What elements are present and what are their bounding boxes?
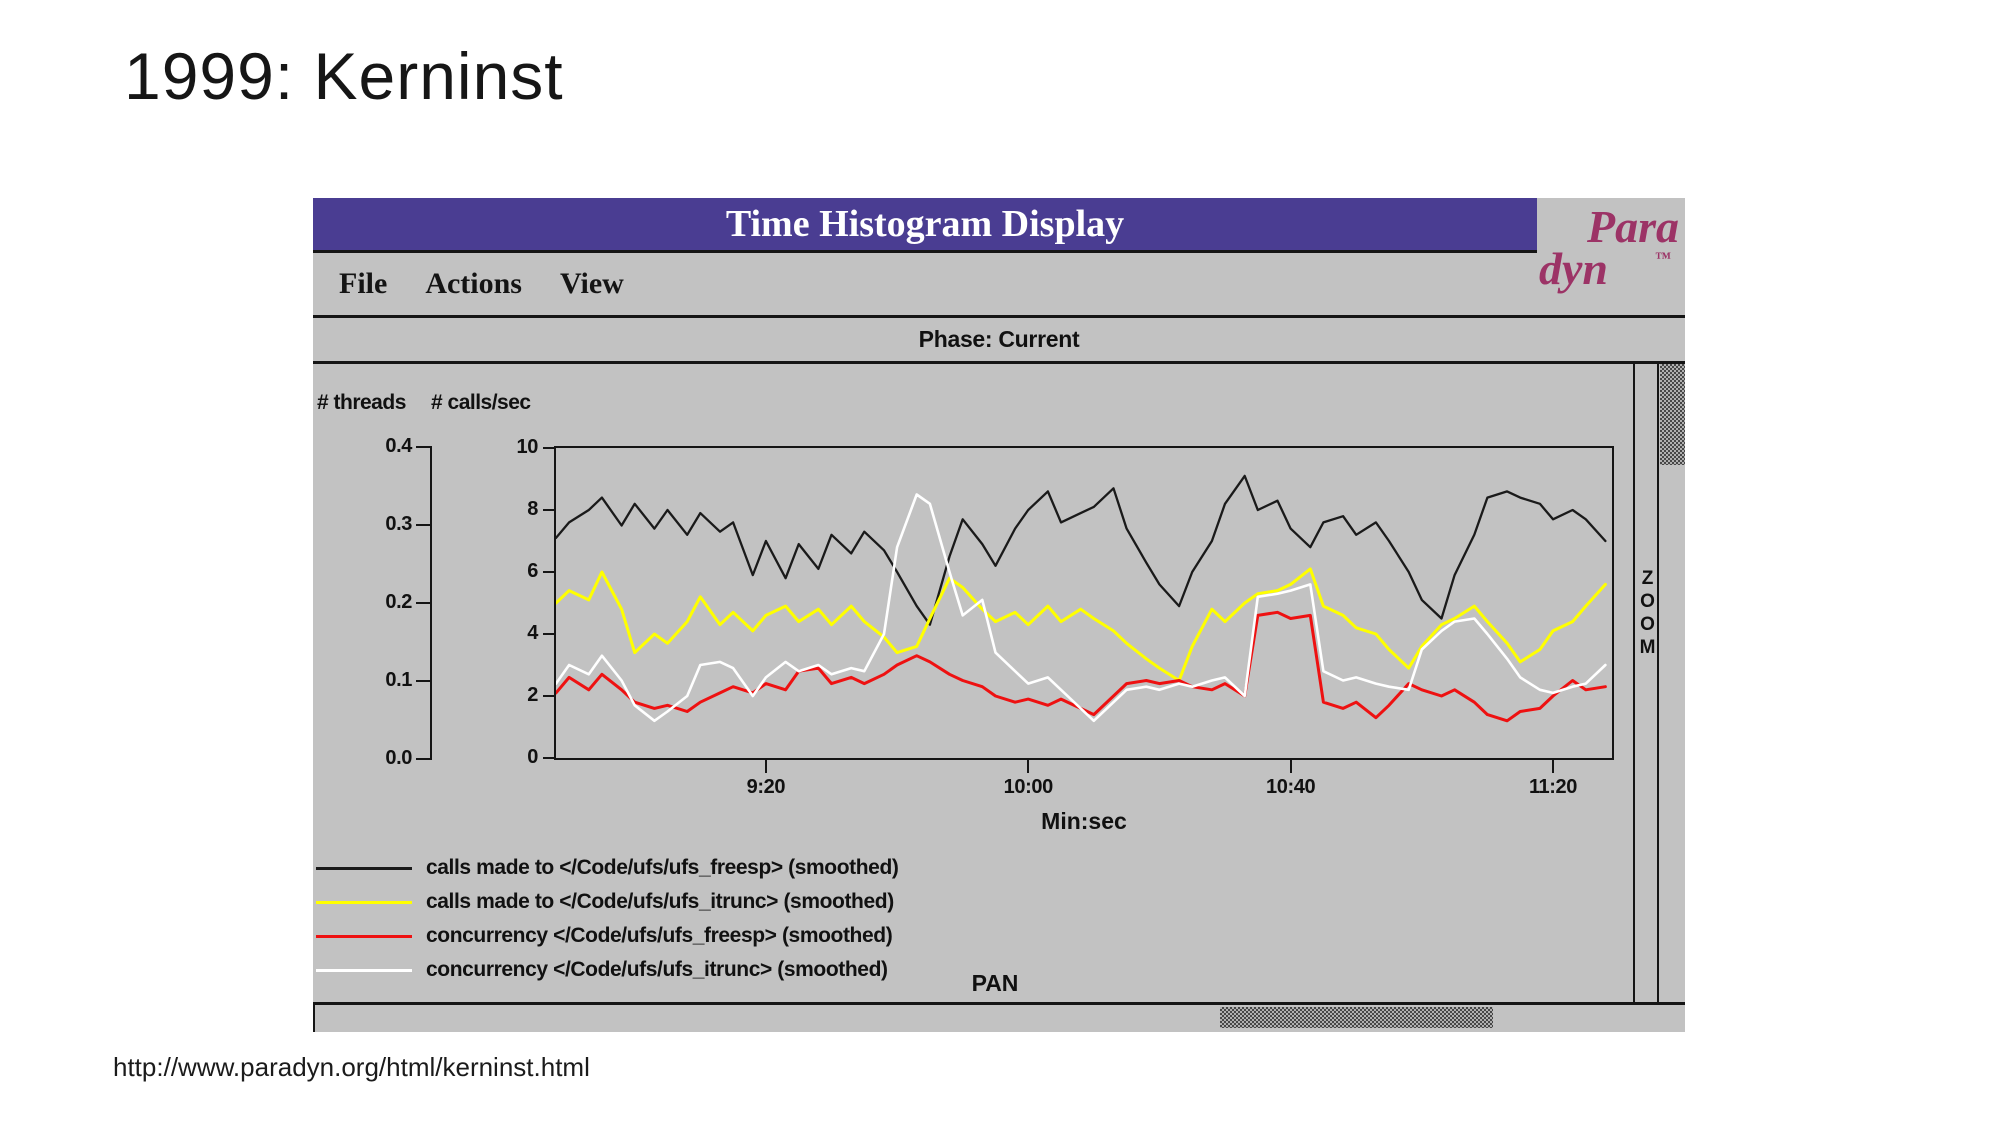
pan-scrollbar-thumb[interactable]: [1220, 1007, 1493, 1028]
legend-row: [316, 922, 892, 950]
legend-swatch-black: [316, 867, 412, 870]
threads-axis-tick: [416, 680, 430, 682]
legend-row: [316, 854, 899, 882]
threads-axis-tick: [416, 602, 430, 604]
x-axis-tick-label: 10:40: [1266, 776, 1316, 798]
threads-axis-tick-label: 0.2: [385, 591, 412, 613]
threads-axis-tick-label: 0.1: [385, 669, 412, 691]
x-axis-tick: [1290, 760, 1292, 773]
phase-bar: [313, 318, 1685, 361]
threads-axis-tick: [416, 446, 430, 448]
footer-url: http://www.paradyn.org/html/kerninst.html: [113, 1052, 590, 1082]
x-axis-tick: [1027, 760, 1029, 773]
pan-label: PAN: [971, 970, 1019, 996]
legend-label: concurrency </Code/ufs/ufs_freesp> (smoothed): [426, 924, 893, 947]
series-line: [556, 495, 1605, 721]
calls-axis-tick-label: 10: [516, 436, 538, 458]
calls-axis-title: # calls/sec: [431, 391, 531, 414]
threads-axis-tick: [416, 524, 430, 526]
legend-swatch-white: [316, 969, 412, 972]
threads-axis-tick-label: 0.3: [385, 513, 412, 535]
calls-axis-tick-label: 0: [527, 746, 538, 768]
menu-actions[interactable]: Actions: [425, 266, 522, 300]
x-axis-title: Min:sec: [1041, 808, 1127, 834]
calls-axis-tick: [543, 509, 554, 511]
threads-axis-tick: [416, 758, 430, 760]
menu-view[interactable]: View: [559, 266, 624, 300]
histogram-curves: [556, 448, 1612, 758]
legend-label: concurrency </Code/ufs/ufs_itrunc> (smoothed): [426, 958, 888, 981]
calls-axis-tick: [543, 757, 554, 759]
paradyn-logo-text-top: Para: [1587, 201, 1679, 252]
calls-axis-tick: [543, 695, 554, 697]
phasebar-divider: [313, 361, 1685, 364]
legend-row: [316, 956, 888, 984]
paradyn-logo-text-bottom: dyn: [1539, 243, 1608, 294]
phase-label: Phase: Current: [918, 326, 1080, 352]
x-axis-tick-label: 11:20: [1528, 776, 1577, 798]
threads-axis-tick-label: 0.4: [385, 435, 412, 457]
legend-label: calls made to </Code/ufs/ufs_freesp> (smoothed): [426, 856, 899, 879]
app-window: [313, 198, 1685, 1032]
slide-title: 1999: Kerninst: [124, 39, 564, 113]
legend-swatch-yellow: [316, 901, 412, 904]
x-axis-tick: [1552, 760, 1554, 773]
x-axis-tick-label: 9:20: [746, 776, 786, 798]
legend-swatch-red: [316, 935, 412, 938]
calls-axis-tick-label: 2: [527, 684, 538, 706]
window-title: Time Histogram Display: [725, 203, 1125, 245]
zoom-scrollbar-thumb[interactable]: [1660, 364, 1685, 465]
menu-file[interactable]: File: [339, 266, 388, 300]
x-axis-tick-label: 10:00: [1003, 776, 1053, 798]
series-line: [556, 612, 1605, 721]
calls-axis-tick-label: 6: [527, 560, 538, 582]
zoom-strip-divider-right: [1657, 364, 1659, 1002]
threads-axis-title: # threads: [317, 391, 406, 414]
series-line: [556, 476, 1605, 625]
threads-axis-tick-label: 0.0: [385, 747, 412, 769]
histogram-plot-area[interactable]: [554, 446, 1614, 760]
x-axis-tick: [765, 760, 767, 773]
zoom-strip-divider-left: [1633, 364, 1635, 1002]
zoom-label: ZOOM: [1637, 568, 1658, 660]
threads-axis-line: [430, 446, 432, 760]
legend-label: calls made to </Code/ufs/ufs_itrunc> (smoothed): [426, 890, 894, 913]
calls-axis-tick: [543, 447, 554, 449]
calls-axis-tick-label: 4: [527, 622, 538, 644]
menu-bar: [313, 252, 1537, 315]
window-titlebar: [313, 198, 1537, 250]
paradyn-logo: [1537, 198, 1685, 315]
calls-axis-tick-label: 8: [527, 498, 538, 520]
paradyn-logo-trademark: ™: [1655, 250, 1671, 267]
calls-axis-tick: [543, 633, 554, 635]
legend-row: [316, 888, 894, 916]
calls-axis-tick: [543, 571, 554, 573]
